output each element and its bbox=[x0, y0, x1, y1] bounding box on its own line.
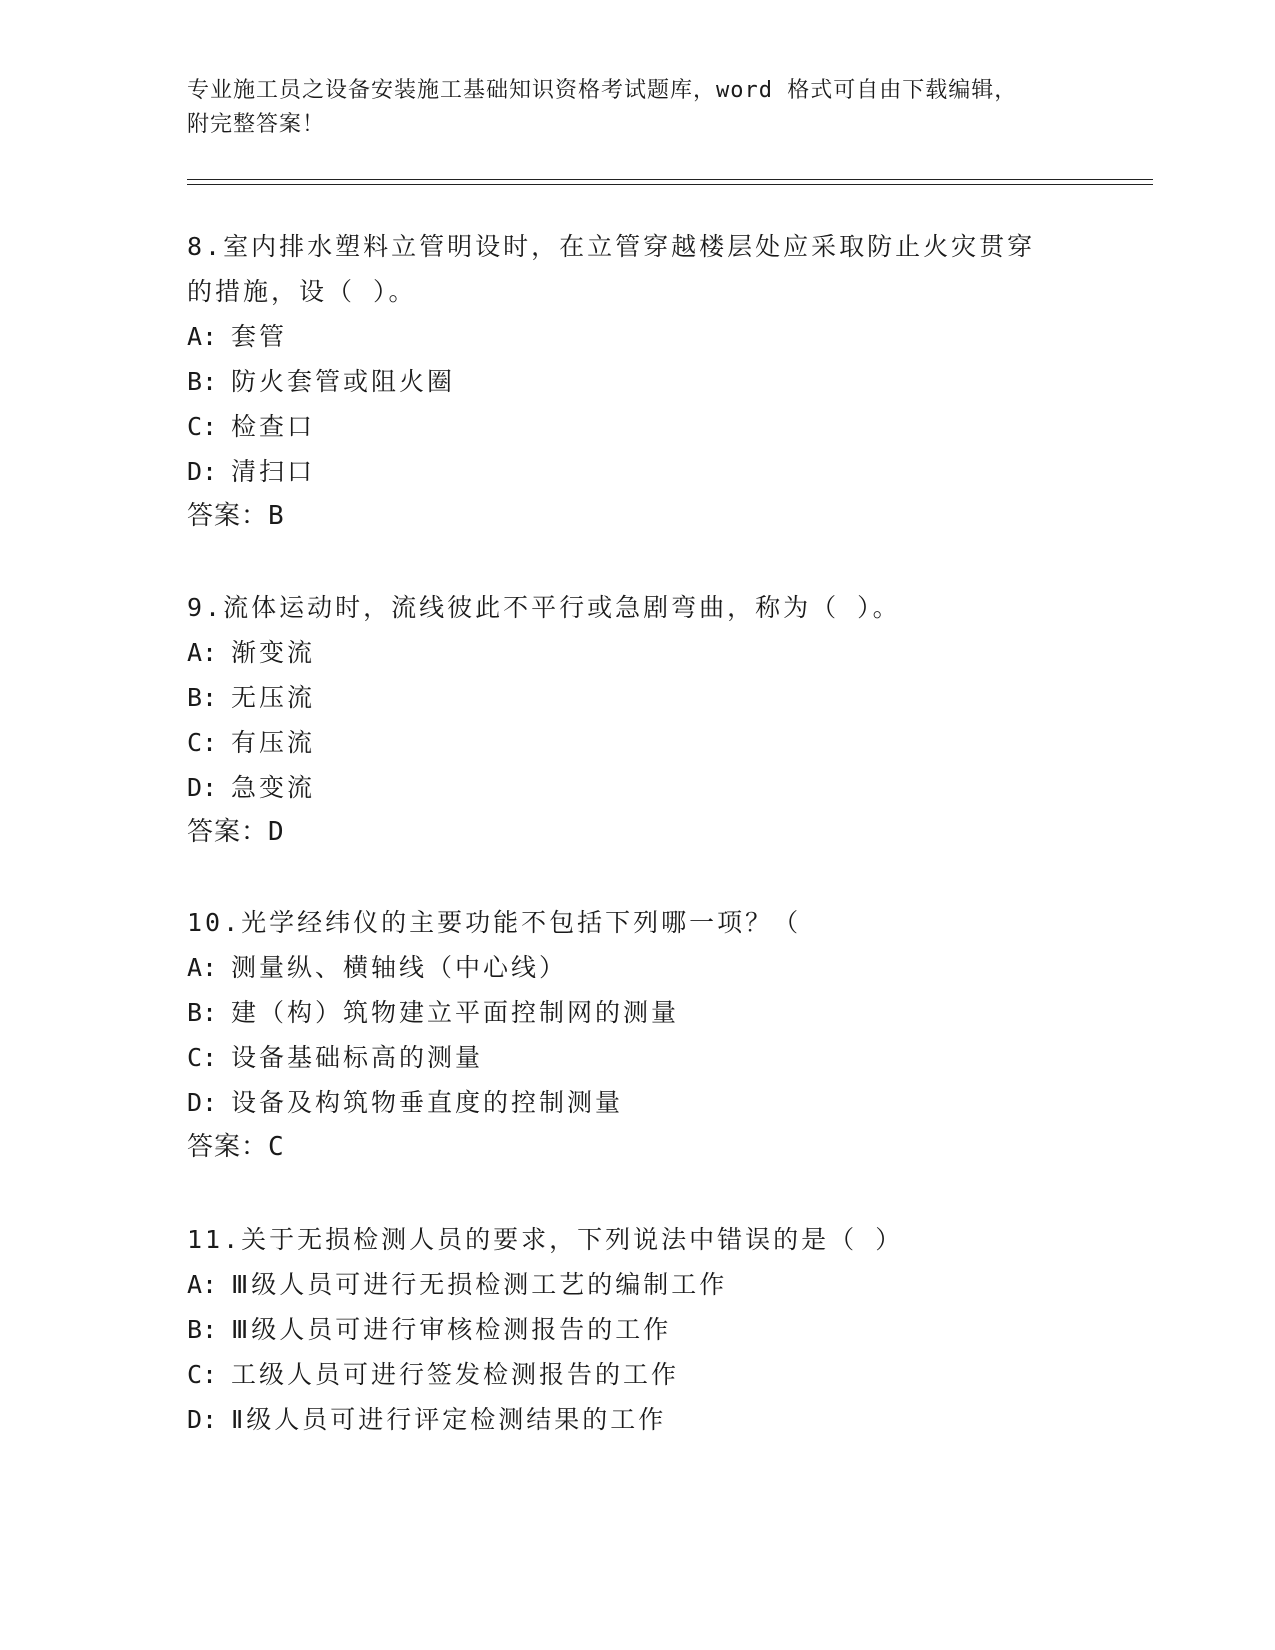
option-key: D: bbox=[187, 1088, 218, 1117]
question-stem-continued: 的措施，设（ ）。 bbox=[187, 277, 417, 306]
option-text: 无压流 bbox=[231, 683, 316, 712]
answer-value: C bbox=[268, 1132, 285, 1162]
option-text: 检查口 bbox=[231, 412, 316, 441]
option-key: D: bbox=[187, 773, 218, 802]
answer-label: 答案： bbox=[187, 1132, 269, 1162]
option-d bbox=[187, 1080, 1087, 1125]
option-text: 工级人员可进行签发检测报告的工作 bbox=[231, 1360, 680, 1389]
option-key: B: bbox=[187, 998, 218, 1027]
option-key: C: bbox=[187, 1043, 218, 1072]
option-key: B: bbox=[187, 367, 218, 396]
option-key: D: bbox=[187, 457, 218, 486]
option-a bbox=[187, 630, 1087, 675]
option-a bbox=[187, 314, 1087, 359]
answer-line bbox=[187, 810, 1087, 855]
option-text: 有压流 bbox=[231, 728, 316, 757]
option-c bbox=[187, 720, 1087, 765]
option-key: B: bbox=[187, 683, 218, 712]
answer-value: D bbox=[268, 817, 285, 847]
document-header bbox=[187, 74, 1087, 142]
option-key: C: bbox=[187, 728, 218, 757]
option-text: Ⅲ级人员可进行审核检测报告的工作 bbox=[231, 1315, 672, 1344]
question-11 bbox=[187, 1217, 1087, 1442]
header-divider-top bbox=[187, 179, 1153, 180]
option-b bbox=[187, 1307, 1087, 1352]
header-line-2: 附完整答案！ bbox=[187, 112, 326, 137]
option-text: 设备及构筑物垂直度的控制测量 bbox=[231, 1088, 624, 1117]
question-stem: 8.室内排水塑料立管明设时，在立管穿越楼层处应采取防止火灾贯穿 bbox=[187, 232, 1036, 261]
header-divider-bottom bbox=[187, 184, 1153, 185]
option-b bbox=[187, 990, 1087, 1035]
option-key: A: bbox=[187, 953, 218, 982]
answer-label: 答案： bbox=[187, 501, 269, 531]
question-10 bbox=[187, 900, 1087, 1170]
option-text: 急变流 bbox=[231, 773, 316, 802]
option-key: A: bbox=[187, 1270, 218, 1299]
option-text: 套管 bbox=[231, 322, 288, 351]
answer-line bbox=[187, 1125, 1087, 1170]
option-c bbox=[187, 1035, 1087, 1080]
option-b bbox=[187, 675, 1087, 720]
option-text: 测量纵、横轴线（中心线） bbox=[231, 953, 568, 982]
option-a bbox=[187, 945, 1087, 990]
header-line-1: 专业施工员之设备安装施工基础知识资格考试题库，word 格式可自由下载编辑， bbox=[187, 78, 1018, 103]
option-key: C: bbox=[187, 1360, 218, 1389]
option-text: 渐变流 bbox=[231, 638, 316, 667]
option-c bbox=[187, 1352, 1087, 1397]
option-text: Ⅲ级人员可进行无损检测工艺的编制工作 bbox=[231, 1270, 728, 1299]
question-stem: 11.关于无损检测人员的要求，下列说法中错误的是（ ） bbox=[187, 1225, 904, 1254]
option-key: D: bbox=[187, 1405, 218, 1434]
option-key: C: bbox=[187, 412, 218, 441]
option-text: Ⅱ级人员可进行评定检测结果的工作 bbox=[231, 1405, 667, 1434]
option-d bbox=[187, 765, 1087, 810]
option-text: 建（构）筑物建立平面控制网的测量 bbox=[231, 998, 680, 1027]
option-d bbox=[187, 449, 1087, 494]
question-stem: 9.流体运动时，流线彼此不平行或急剧弯曲，称为（ ）。 bbox=[187, 593, 901, 622]
option-key: A: bbox=[187, 638, 218, 667]
answer-label: 答案： bbox=[187, 817, 269, 847]
option-b bbox=[187, 359, 1087, 404]
answer-value: B bbox=[268, 501, 285, 531]
option-d bbox=[187, 1397, 1087, 1442]
question-stem: 10.光学经纬仪的主要功能不包括下列哪一项？（ bbox=[187, 908, 802, 937]
option-c bbox=[187, 404, 1087, 449]
answer-line bbox=[187, 494, 1087, 539]
option-text: 设备基础标高的测量 bbox=[231, 1043, 484, 1072]
option-text: 清扫口 bbox=[231, 457, 316, 486]
option-key: A: bbox=[187, 322, 218, 351]
option-a bbox=[187, 1262, 1087, 1307]
question-8 bbox=[187, 224, 1087, 539]
question-9 bbox=[187, 585, 1087, 855]
option-key: B: bbox=[187, 1315, 218, 1344]
option-text: 防火套管或阻火圈 bbox=[231, 367, 456, 396]
